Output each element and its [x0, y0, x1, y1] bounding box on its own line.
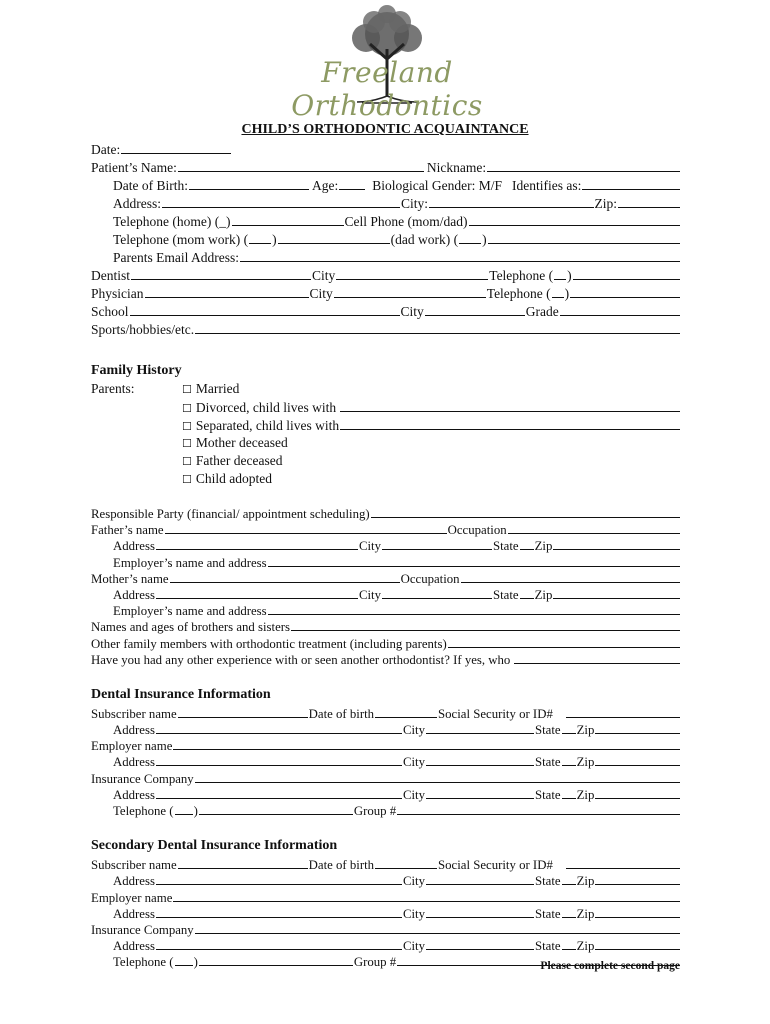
mother-address-row	[91, 586, 681, 602]
separated-checkbox[interactable]: ☐	[182, 420, 192, 433]
separated-field[interactable]	[340, 417, 680, 430]
sec-employer-state-label: State	[535, 906, 561, 921]
child-adopted-checkbox[interactable]: ☐	[182, 473, 192, 486]
separated-row	[91, 417, 681, 435]
insurance-telephone-row	[91, 802, 681, 818]
zip-label: Zip:	[594, 196, 617, 211]
sec-city-field[interactable]	[426, 872, 534, 885]
cell-label: Cell Phone (mom/dad)	[344, 214, 468, 229]
sec-zip-field[interactable]	[595, 872, 680, 885]
sec-employer-row	[91, 889, 681, 905]
sec-company-field[interactable]	[195, 921, 680, 934]
responsible-party-label: Responsible Party (financial/ appointment scheduling)	[91, 507, 370, 521]
sec-company-city-field[interactable]	[426, 937, 534, 950]
father-deceased-label: Father deceased	[195, 453, 283, 468]
sec-company-address-row	[91, 937, 681, 953]
insurance-company-field[interactable]	[195, 770, 680, 783]
grade-label: Grade	[525, 304, 559, 319]
dentist-tel-field[interactable]	[573, 267, 680, 280]
mother-name-row	[91, 570, 681, 586]
dob-field[interactable]	[189, 177, 309, 190]
spacer	[91, 339, 681, 355]
employer-field[interactable]	[173, 737, 680, 750]
tel-home-field[interactable]	[232, 213, 344, 226]
sec-ssn-field[interactable]	[566, 856, 680, 869]
physician-field[interactable]	[145, 285, 309, 298]
parents-married-row	[91, 381, 681, 399]
sec-employer-label: Employer name	[91, 890, 173, 905]
sports-label: Sports/hobbies/etc.	[91, 322, 195, 337]
father-occupation-label: Occupation	[447, 523, 507, 538]
nickname-field[interactable]	[487, 159, 680, 172]
dentist-label: Dentist	[91, 268, 130, 283]
sec-ssn-label: Social Security or ID#	[438, 858, 553, 873]
employer-address-field[interactable]	[156, 753, 402, 766]
dentist-city-label: City	[312, 268, 336, 283]
mother-deceased-checkbox[interactable]: ☐	[182, 437, 192, 450]
physician-area-field[interactable]	[552, 285, 564, 298]
sec-dob-label: Date of birth	[308, 858, 375, 873]
father-address-label: Address	[113, 539, 155, 554]
sec-company-zip-field[interactable]	[595, 937, 680, 950]
date-row	[91, 141, 681, 159]
separated-label: Separated, child lives with	[195, 418, 340, 433]
age-label: Age:	[311, 178, 339, 193]
subscriber-field[interactable]	[178, 705, 308, 718]
physician-row	[91, 285, 681, 303]
sec-employer-zip-field[interactable]	[595, 905, 680, 918]
mother-occupation-field[interactable]	[461, 570, 680, 583]
responsible-party-row	[91, 505, 681, 521]
responsible-party-field[interactable]	[371, 505, 680, 518]
school-field[interactable]	[130, 303, 400, 316]
sec-dob-field[interactable]	[375, 856, 437, 869]
employer-label: Employer name	[91, 739, 173, 754]
school-city-field[interactable]	[425, 303, 525, 316]
sports-field[interactable]	[195, 321, 680, 334]
spacer	[91, 818, 681, 830]
child-adopted-label: Child adopted	[195, 471, 272, 486]
siblings-label: Names and ages of brothers and sisters	[91, 620, 291, 635]
date-label: Date:	[91, 142, 121, 157]
dad-work-field[interactable]	[488, 231, 680, 244]
employer-address-row	[91, 753, 681, 769]
spacer	[91, 489, 681, 505]
subscriber-dob-field[interactable]	[375, 705, 437, 718]
mother-employer-field[interactable]	[268, 602, 680, 615]
subscriber-zip-field[interactable]	[595, 721, 680, 734]
school-row	[91, 303, 681, 321]
father-deceased-checkbox[interactable]: ☐	[182, 455, 192, 468]
insurance-company-row	[91, 770, 681, 786]
tel-mom-area-field[interactable]	[249, 231, 271, 244]
name-row	[91, 159, 681, 177]
paren-label: )	[564, 286, 570, 301]
sec-tel-field[interactable]	[199, 953, 353, 966]
sec-employer-address-label: Address	[113, 906, 155, 921]
mother-city-field[interactable]	[382, 586, 492, 599]
employer-city-label: City	[402, 755, 425, 770]
nickname-label: Nickname:	[426, 160, 487, 175]
company-address-field[interactable]	[156, 786, 402, 799]
dob-label: Date of Birth:	[113, 178, 188, 193]
sports-row	[91, 321, 681, 339]
sec-group-label: Group #	[353, 955, 397, 970]
subscriber-address-row	[91, 721, 681, 737]
dob-row	[91, 177, 681, 195]
sec-employer-zip-label: Zip	[576, 906, 595, 921]
address-field[interactable]	[162, 195, 400, 208]
grade-field[interactable]	[560, 303, 680, 316]
paren-label: )	[567, 268, 572, 283]
paren-label: )	[193, 955, 198, 970]
divorced-checkbox[interactable]: ☐	[182, 402, 192, 415]
mother-zip-field[interactable]	[553, 586, 680, 599]
school-city-label: City	[400, 304, 424, 319]
group-label: Group #	[353, 804, 397, 818]
address-label: Address:	[113, 196, 161, 211]
sec-address-row	[91, 872, 681, 888]
age-field[interactable]	[339, 177, 365, 190]
mother-employer-row	[91, 602, 681, 618]
dentist-row	[91, 267, 681, 285]
zip-field[interactable]	[618, 195, 680, 208]
insurance-area-field[interactable]	[175, 802, 193, 815]
insurance-company-label: Insurance Company	[91, 771, 194, 786]
father-name-label: Father’s name	[91, 523, 164, 538]
other-experience-label: Have you had any other experience with or seen another orthodontist? If yes, who	[91, 652, 511, 667]
divorced-row	[91, 399, 681, 417]
father-employer-label: Employer’s name and address	[113, 555, 267, 570]
spacer	[91, 667, 681, 679]
tel-home-label: Telephone (home) (_)	[113, 214, 231, 229]
mother-zip-label: Zip	[534, 587, 553, 602]
mother-address-label: Address	[113, 587, 155, 602]
other-experience-field[interactable]	[514, 651, 680, 664]
date-field[interactable]	[121, 141, 231, 154]
subscriber-label: Subscriber name	[91, 706, 177, 721]
sec-address-label: Address	[113, 874, 155, 889]
mother-name-label: Mother’s name	[91, 571, 169, 586]
child-adopted-row	[91, 471, 681, 489]
father-zip-label: Zip	[534, 539, 553, 554]
company-zip-label: Zip	[576, 787, 595, 802]
physician-city-label: City	[309, 286, 333, 301]
father-address-field[interactable]	[156, 537, 358, 550]
dad-work-label: (dad work) (	[390, 232, 459, 247]
company-state-field[interactable]	[562, 786, 576, 799]
father-deceased-row	[91, 453, 681, 471]
mother-city-label: City	[358, 587, 381, 602]
subscriber-address-field[interactable]	[156, 721, 402, 734]
sec-area-field[interactable]	[175, 953, 193, 966]
address-row	[91, 195, 681, 213]
employer-row	[91, 737, 681, 753]
sec-company-label: Insurance Company	[91, 922, 194, 937]
dentist-tel-label: Telephone (	[489, 268, 554, 283]
father-state-field[interactable]	[520, 537, 534, 550]
company-state-label: State	[535, 787, 561, 802]
sec-employer-city-label: City	[402, 906, 425, 921]
subscriber-row	[91, 705, 681, 721]
dentist-city-field[interactable]	[336, 267, 488, 280]
sec-employer-state-field[interactable]	[562, 905, 576, 918]
sec-employer-address-field[interactable]	[156, 905, 402, 918]
subscriber-address-label: Address	[113, 723, 155, 738]
other-family-row	[91, 635, 681, 651]
employer-state-label: State	[535, 755, 561, 770]
father-city-label: City	[358, 539, 381, 554]
father-name-row	[91, 521, 681, 537]
subscriber-state-label: State	[535, 723, 561, 738]
sec-company-address-field[interactable]	[156, 937, 402, 950]
form-body	[91, 141, 681, 970]
subscriber-city-field[interactable]	[426, 721, 534, 734]
sec-company-state-label: State	[535, 939, 561, 954]
sec-subscriber-label: Subscriber name	[91, 858, 177, 873]
gender-label: Biological Gender: M/F	[372, 178, 502, 193]
company-city-label: City	[402, 787, 425, 802]
sec-employer-field[interactable]	[173, 889, 680, 902]
subscriber-zip-label: Zip	[576, 723, 595, 738]
other-family-label: Other family members with orthodontic treatment (including parents)	[91, 636, 447, 651]
email-row	[91, 249, 681, 267]
father-employer-row	[91, 554, 681, 570]
email-field[interactable]	[240, 249, 680, 262]
paren-label: )	[272, 232, 277, 247]
identifies-field[interactable]	[582, 177, 680, 190]
work-phone-row	[91, 231, 681, 249]
siblings-field[interactable]	[291, 618, 680, 631]
father-occupation-field[interactable]	[508, 521, 680, 534]
form-title: CHILD’S ORTHODONTIC ACQUAINTANCE	[241, 122, 529, 137]
sec-zip-label: Zip	[576, 874, 595, 889]
father-employer-field[interactable]	[268, 554, 680, 567]
physician-tel-label: Telephone (	[486, 286, 551, 301]
mother-state-field[interactable]	[520, 586, 534, 599]
siblings-row	[91, 618, 681, 634]
employer-city-field[interactable]	[426, 753, 534, 766]
identifies-label: Identifies as:	[511, 178, 582, 193]
secondary-insurance-heading: Secondary Dental Insurance Information	[91, 838, 338, 854]
ssn-field[interactable]	[566, 705, 680, 718]
patient-name-label: Patient’s Name:	[91, 160, 177, 175]
city-field[interactable]	[429, 195, 593, 208]
mother-deceased-row	[91, 435, 681, 453]
physician-city-field[interactable]	[334, 285, 486, 298]
company-city-field[interactable]	[426, 786, 534, 799]
sec-company-state-field[interactable]	[562, 937, 576, 950]
sec-subscriber-row	[91, 856, 681, 872]
dentist-field[interactable]	[131, 267, 311, 280]
other-family-field[interactable]	[448, 635, 680, 648]
insurance-tel-field[interactable]	[199, 802, 353, 815]
mother-employer-label: Employer’s name and address	[113, 604, 267, 619]
employer-state-field[interactable]	[562, 753, 576, 766]
paren-label: )	[482, 232, 487, 247]
father-address-row	[91, 537, 681, 553]
subscriber-state-field[interactable]	[562, 721, 576, 734]
sec-subscriber-field[interactable]	[178, 856, 308, 869]
mother-deceased-label: Mother deceased	[195, 435, 288, 450]
sec-company-address-label: Address	[113, 939, 155, 954]
sec-company-city-label: City	[402, 939, 425, 954]
sec-company-row	[91, 921, 681, 937]
father-city-field[interactable]	[382, 537, 492, 550]
sec-employer-address-row	[91, 905, 681, 921]
sec-state-label: State	[535, 874, 561, 889]
family-history-heading: Family History	[91, 363, 182, 378]
father-zip-field[interactable]	[553, 537, 680, 550]
sec-state-field[interactable]	[562, 872, 576, 885]
telephone-row	[91, 213, 681, 231]
sec-address-field[interactable]	[156, 872, 402, 885]
city-label: City:	[401, 196, 429, 211]
other-experience-row	[91, 651, 681, 667]
logo-wordmark: Freeland Orthodontics	[291, 56, 483, 122]
married-checkbox[interactable]: ☐	[182, 383, 192, 396]
company-address-label: Address	[113, 787, 155, 802]
sec-company-zip-label: Zip	[576, 939, 595, 954]
employer-zip-label: Zip	[576, 755, 595, 770]
cell-field[interactable]	[469, 213, 681, 226]
group-field[interactable]	[397, 802, 680, 815]
employer-address-label: Address	[113, 755, 155, 770]
dental-insurance-heading: Dental Insurance Information	[91, 686, 271, 702]
dentist-area-field[interactable]	[554, 267, 566, 280]
mother-name-field[interactable]	[170, 570, 400, 583]
email-label: Parents Email Address:	[113, 250, 239, 265]
patient-name-field[interactable]	[178, 159, 424, 172]
subscriber-dob-label: Date of birth	[308, 706, 375, 721]
company-zip-field[interactable]	[595, 786, 680, 799]
sec-city-label: City	[402, 874, 425, 889]
subscriber-city-label: City	[402, 723, 425, 738]
dad-area-field[interactable]	[459, 231, 481, 244]
paren-label: )	[193, 804, 198, 818]
mother-state-label: State	[493, 587, 519, 602]
physician-label: Physician	[91, 286, 144, 301]
divorced-label: Divorced, child lives with	[195, 400, 337, 415]
physician-tel-field[interactable]	[570, 285, 680, 298]
tel-mom-work-field[interactable]	[278, 231, 390, 244]
ssn-label: Social Security or ID#	[438, 706, 553, 721]
sec-tel-label: Telephone (	[113, 955, 174, 970]
married-label: Married	[195, 381, 240, 396]
divorced-field[interactable]	[340, 399, 680, 412]
insurance-tel-label: Telephone (	[113, 804, 174, 818]
father-name-field[interactable]	[165, 521, 447, 534]
freeland-logo	[262, 4, 512, 122]
father-state-label: State	[493, 539, 519, 554]
mother-address-field[interactable]	[156, 586, 358, 599]
employer-zip-field[interactable]	[595, 753, 680, 766]
footer-note: Please complete second page	[540, 960, 680, 972]
company-address-row	[91, 786, 681, 802]
school-label: School	[91, 304, 129, 319]
sec-employer-city-field[interactable]	[426, 905, 534, 918]
parents-label: Parents:	[91, 381, 135, 396]
tel-mom-work-label: Telephone (mom work) (	[113, 232, 249, 247]
mother-occupation-label: Occupation	[400, 571, 460, 586]
